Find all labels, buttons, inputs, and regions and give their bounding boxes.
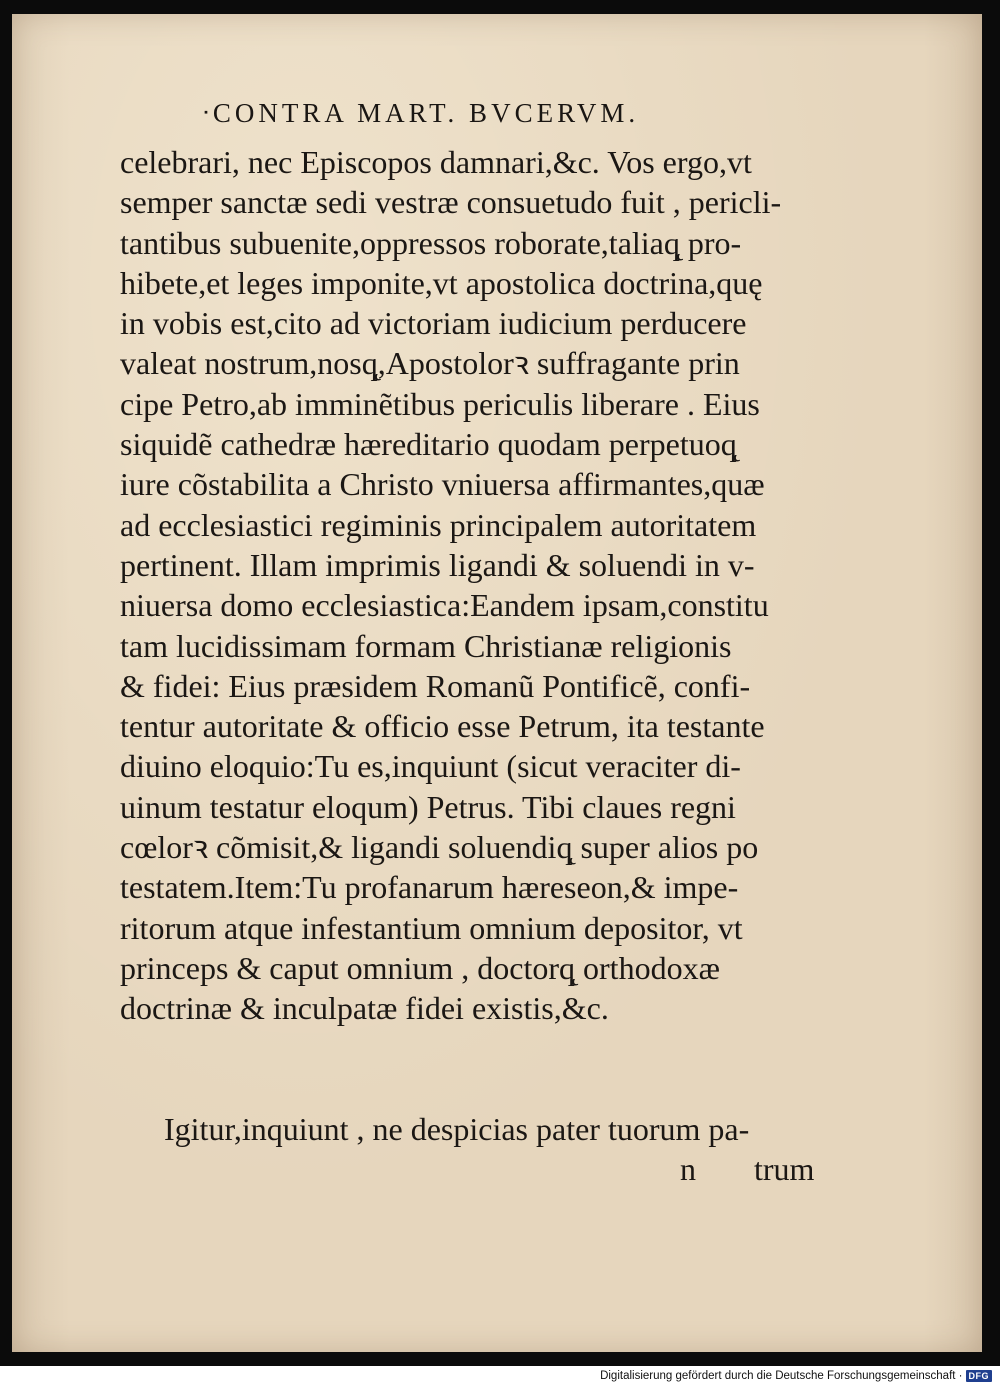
text-line: doctrinæ & inculpatæ fidei existis,&c. (120, 990, 609, 1027)
text-line: siquidẽ cathedræ hæreditario quodam perpetuoq̨ (120, 426, 737, 463)
dfg-logo-icon: DFG (966, 1370, 993, 1382)
running-head: ᐧCONTRA MART. BVCERVM. (202, 98, 640, 128)
text-line: princeps & caput omnium , doctorq̨ orthodoxæ (120, 949, 720, 986)
body-text (120, 142, 850, 1029)
text-line: tam lucidissimam formam Christianæ religionis (120, 627, 732, 664)
text-line: ad ecclesiastici regiminis principalem autoritatem (120, 506, 757, 543)
text-line: diuino eloquio:Tu es,inquiunt (sicut veraciter di- (120, 748, 741, 785)
text-line: tantibus subuenite,oppressos roborate,taliaq̨ pro- (120, 224, 742, 261)
text-line: valeat nostrum,nosq̨,Apostolorꝛ suffragante prin (120, 345, 740, 382)
credit-text: Digitalisierung gefördert durch die Deutsche Forschungsgemeinschaft · (600, 1370, 963, 1382)
signature-mark: n (680, 1151, 696, 1187)
text-line: niuersa domo ecclesiastica:Eandem ipsam,constitu (120, 587, 769, 624)
text-line: semper sanctæ sedi vestræ consuetudo fuit , pericli- (120, 184, 782, 221)
book-page (12, 14, 982, 1352)
text-line: in vobis est,cito ad victoriam iudicium perducere (120, 305, 747, 342)
text-line: & fidei: Eius præsidem Romanũ Pontificẽ, confi- (120, 667, 751, 704)
text-line: iure cõstabilita a Christo vniuersa affirmantes,quæ (120, 466, 765, 503)
text-line: testatem.Item:Tu profanarum hæreseon,& impe- (120, 869, 739, 906)
text-line: hibete,et leges imponite,vt apostolica doctrina,quę (120, 264, 763, 301)
text-line: celebrari, nec Episcopos damnari,&c. Vos ergo,vt (120, 144, 752, 180)
text-line: cœlorꝛ cõmisit,& ligandi soluendiq̨ super alios po (120, 829, 759, 866)
text-line: pertinent. Illam imprimis ligandi & soluendi in v- (120, 546, 755, 583)
text-line: ritorum atque infestantium omnium depositor, vt (120, 909, 743, 946)
text-line: uinum testatur eloqum) Petrus. Tibi claues regni (120, 788, 736, 825)
paragraph-two-line: Igitur,inquiunt , ne despicias pater tuorum pa- (164, 1111, 750, 1147)
text-line: tentur autoritate & officio esse Petrum, ita testante (120, 708, 765, 745)
text-line: cipe Petro,ab imminẽtibus periculis liberare . Eius (120, 385, 760, 422)
digitization-credit (600, 1368, 992, 1384)
catchword: trum (754, 1151, 815, 1187)
